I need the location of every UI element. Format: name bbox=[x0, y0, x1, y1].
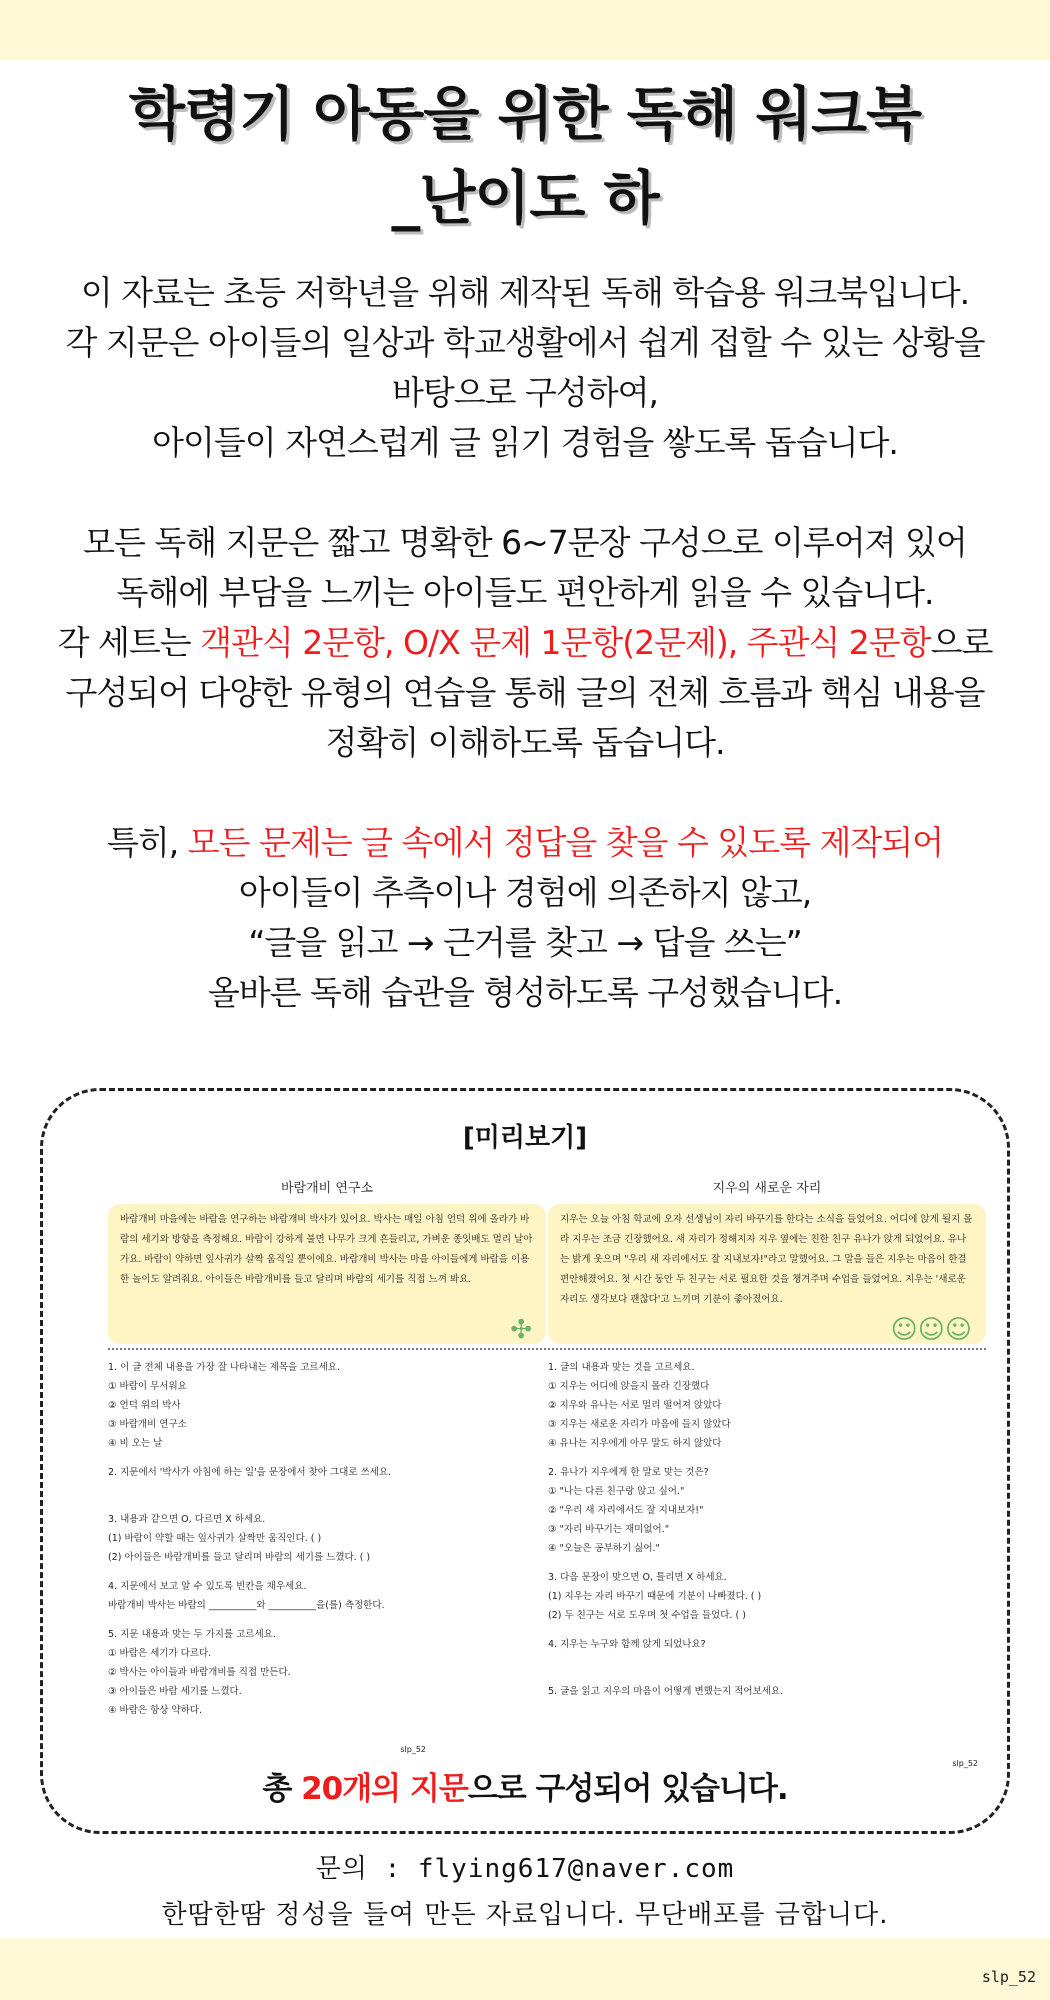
question-text: 4. 지문에서 보고 알 수 있도록 빈칸을 채우세요. bbox=[108, 1581, 307, 1592]
intro-line: 아이들이 추측이나 경험에 의존하지 않고, bbox=[238, 873, 812, 912]
question-text: 5. 지문 내용과 맞는 두 가지를 고르세요. bbox=[108, 1629, 276, 1640]
worksheet-preview-left bbox=[108, 1179, 546, 1759]
option: ④ 바람은 항상 약하다. bbox=[108, 1705, 203, 1716]
summary-highlight: 20개의 지문 bbox=[301, 1771, 468, 1807]
intro-line: 구성되어 다양한 유형의 연습을 통해 글의 전체 흐름과 핵심 내용을 bbox=[65, 673, 985, 712]
question-text: 3. 다음 문장이 맞으면 O, 틀리면 X 하세요. bbox=[548, 1572, 727, 1583]
option: (1) 지우는 자리 바꾸기 때문에 기분이 나빠졌다. ( ) bbox=[548, 1591, 762, 1602]
option: ③ 바람개비 연구소 bbox=[108, 1419, 187, 1430]
page-title bbox=[0, 72, 1050, 240]
footer-code: slp_52 bbox=[981, 1968, 1036, 1986]
top-band bbox=[0, 0, 1050, 60]
title-line-1: 학령기 아동을 위한 독해 워크북 bbox=[128, 80, 922, 148]
worksheet-code: slp_52 bbox=[952, 1759, 978, 1768]
option: ④ 비 오는 날 bbox=[108, 1438, 163, 1449]
summary-pre: 총 bbox=[262, 1771, 302, 1807]
option: 바람개비 박사는 바람의 __________와 __________을(를) 측정한다. bbox=[108, 1600, 385, 1611]
summary-post: 으로 구성되어 있습니다. bbox=[467, 1771, 788, 1807]
children-illustration-icon: ☺☺☺ bbox=[890, 1315, 972, 1344]
intro-text-pre: 각 세트는 bbox=[57, 623, 201, 662]
intro-line: 아이들이 자연스럽게 글 읽기 경험을 쌓도록 돕습니다. bbox=[152, 423, 898, 462]
pinwheel-icon: ✣ bbox=[510, 1315, 532, 1344]
option: ④ "오늘은 공부하기 싫어." bbox=[548, 1543, 660, 1554]
worksheet-preview-right bbox=[548, 1179, 986, 1768]
intro-line-highlight bbox=[0, 818, 1050, 868]
option: ① "나는 다른 친구랑 앉고 싶어." bbox=[548, 1486, 685, 1497]
intro-highlight: 객관식 2문항, O/X 문제 1문항(2문제), 주관식 2문항 bbox=[200, 623, 931, 662]
question-text: 3. 내용과 같으면 O, 다르면 X 하세요. bbox=[108, 1514, 266, 1525]
bottom-band bbox=[0, 1938, 1050, 2000]
question-1 bbox=[548, 1358, 986, 1453]
option: ② 지우와 유나는 서로 멀리 떨어져 앉았다 bbox=[548, 1400, 722, 1411]
intro-highlight: 모든 문제는 글 속에서 정답을 찾을 수 있도록 제작되어 bbox=[187, 823, 943, 862]
question-1 bbox=[108, 1358, 546, 1453]
preview-box bbox=[40, 1088, 1010, 1834]
question-2 bbox=[108, 1463, 546, 1482]
worksheet-heading: 바람개비 연구소 bbox=[280, 1181, 374, 1196]
option: ③ 지우는 새로운 자리가 마음에 들지 않았다 bbox=[548, 1419, 731, 1430]
intro-line-highlight bbox=[0, 618, 1050, 668]
divider bbox=[108, 1348, 546, 1350]
option: (1) 바람이 약할 때는 잎사귀가 살짝만 움직인다. ( ) bbox=[108, 1533, 322, 1544]
intro-text-post: 으로 bbox=[930, 623, 993, 662]
title-line-2: _난이도 하 bbox=[391, 164, 659, 232]
question-4 bbox=[548, 1635, 986, 1654]
option: ② 언덕 위의 박사 bbox=[108, 1400, 181, 1411]
preview-title: [미리보기] bbox=[462, 1123, 588, 1153]
intro-line: 각 지문은 아이들의 일상과 학교생활에서 쉽게 접할 수 있는 상황을 bbox=[65, 323, 985, 362]
question-text: 2. 지문에서 '박사가 아침에 하는 일'을 문장에서 찾아 그대로 쓰세요. bbox=[108, 1467, 392, 1478]
question-text: 2. 유나가 지우에게 한 말로 맞는 것은? bbox=[548, 1467, 709, 1478]
passage-text: 바람개비 마을에는 바람을 연구하는 바람개비 박사가 있어요. 박사는 매일 아침 언덕 위에 올라가 바람의 세기와 방향을 측정해요. 바람이 강하게 불면 나무가 크게 흔들리고, 가벼운 종잇배도 멀리 날아가요. 바람이 약하면 잎사귀가 살짝 움직일 뿐이에요. 바람개비 박사는 마을 아이들에게 바람을 이용한 놀이도 알려줘요. 아이들은 바람개비를 들고 달리며 바람의 세기를 직접 느껴 봐요. bbox=[120, 1214, 533, 1285]
copyright-notice: 한땀한땀 정성을 들여 만든 자료입니다. 무단배포를 금합니다. bbox=[161, 1900, 889, 1930]
intro-text-pre: 특히, bbox=[107, 823, 188, 862]
intro-line: 올바른 독해 습관을 형성하도록 구성했습니다. bbox=[207, 973, 843, 1012]
option: ① 바람이 무서워요 bbox=[108, 1381, 187, 1392]
question-3 bbox=[108, 1510, 546, 1567]
passage-box bbox=[548, 1204, 986, 1344]
question-4 bbox=[108, 1577, 546, 1615]
option: ③ "자리 바꾸기는 재미없어." bbox=[548, 1524, 670, 1535]
intro-line: 정확히 이해하도록 돕습니다. bbox=[325, 723, 725, 762]
option: ④ 유나는 지우에게 아무 말도 하지 않았다 bbox=[548, 1438, 722, 1449]
option: (2) 두 친구는 서로 도우며 첫 수업을 들었다. ( ) bbox=[548, 1610, 746, 1621]
intro-line: 이 자료는 초등 저학년을 위해 제작된 독해 학습용 워크북입니다. bbox=[80, 273, 970, 312]
intro-line: 독해에 부담을 느끼는 아이들도 편안하게 읽을 수 있습니다. bbox=[116, 573, 934, 612]
question-text: 1. 글의 내용과 맞는 것을 고르세요. bbox=[548, 1362, 695, 1373]
question-2 bbox=[548, 1463, 986, 1558]
divider bbox=[548, 1348, 986, 1350]
contact-info: 문의 : flying617@naver.com bbox=[315, 1854, 735, 1884]
option: ② "우리 새 자리에서도 잘 지내보자!" bbox=[548, 1505, 704, 1516]
option: (2) 아이들은 바람개비를 들고 달리며 바람의 세기를 느꼈다. ( ) bbox=[108, 1552, 371, 1563]
question-text: 1. 이 글 전체 내용을 가장 잘 나타내는 제목을 고르세요. bbox=[108, 1362, 340, 1373]
question-3 bbox=[548, 1568, 986, 1625]
passage-box bbox=[108, 1204, 546, 1344]
summary-text bbox=[43, 1763, 1007, 1808]
passage-text: 지우는 오늘 아침 학교에 오자 선생님이 자리 바꾸기를 한다는 소식을 들었어요. 어디에 앉게 될지 몰라 지우는 조금 긴장했어요. 새 자리가 정해지자 지우 옆에는 친한 친구 유나가 앉게 되었어요. 유나는 밝게 웃으며 "우리 새 자리에서도 잘 지내보자!"라고 말했어요. 그 말을 들은 지우는 마음이 한결 편안해졌어요. 첫 시간 동안 두 친구는 서로 필요한 것을 챙겨주며 수업을 들었어요. 지우는 '새로운 자리도 생각보다 괜찮다'고 느끼며 기분이 좋아졌어요. bbox=[560, 1214, 973, 1305]
intro-line: “글을 읽고 → 근거를 찾고 → 답을 쓰는” bbox=[248, 923, 802, 962]
intro-line: 바탕으로 구성하여, bbox=[391, 373, 658, 412]
question-5 bbox=[108, 1625, 546, 1720]
question-5 bbox=[548, 1682, 986, 1701]
option: ③ 아이들은 바람 세기를 느꼈다. bbox=[108, 1686, 242, 1697]
intro-line: 모든 독해 지문은 짧고 명확한 6~7문장 구성으로 이루어져 있어 bbox=[83, 523, 967, 562]
worksheet-code: slp_52 bbox=[400, 1745, 426, 1754]
option: ② 박사는 아이들과 바람개비를 직접 만든다. bbox=[108, 1667, 291, 1678]
option: ① 바람은 세기가 다르다. bbox=[108, 1648, 212, 1659]
question-text: 5. 글을 읽고 지우의 마음이 어떻게 변했는지 적어보세요. bbox=[548, 1686, 784, 1697]
intro-text bbox=[0, 268, 1050, 1018]
option: ① 지우는 어디에 앉을지 몰라 긴장했다 bbox=[548, 1381, 710, 1392]
worksheet-heading: 지우의 새로운 자리 bbox=[712, 1181, 822, 1196]
question-text: 4. 지우는 누구와 함께 앉게 되었나요? bbox=[548, 1639, 706, 1650]
